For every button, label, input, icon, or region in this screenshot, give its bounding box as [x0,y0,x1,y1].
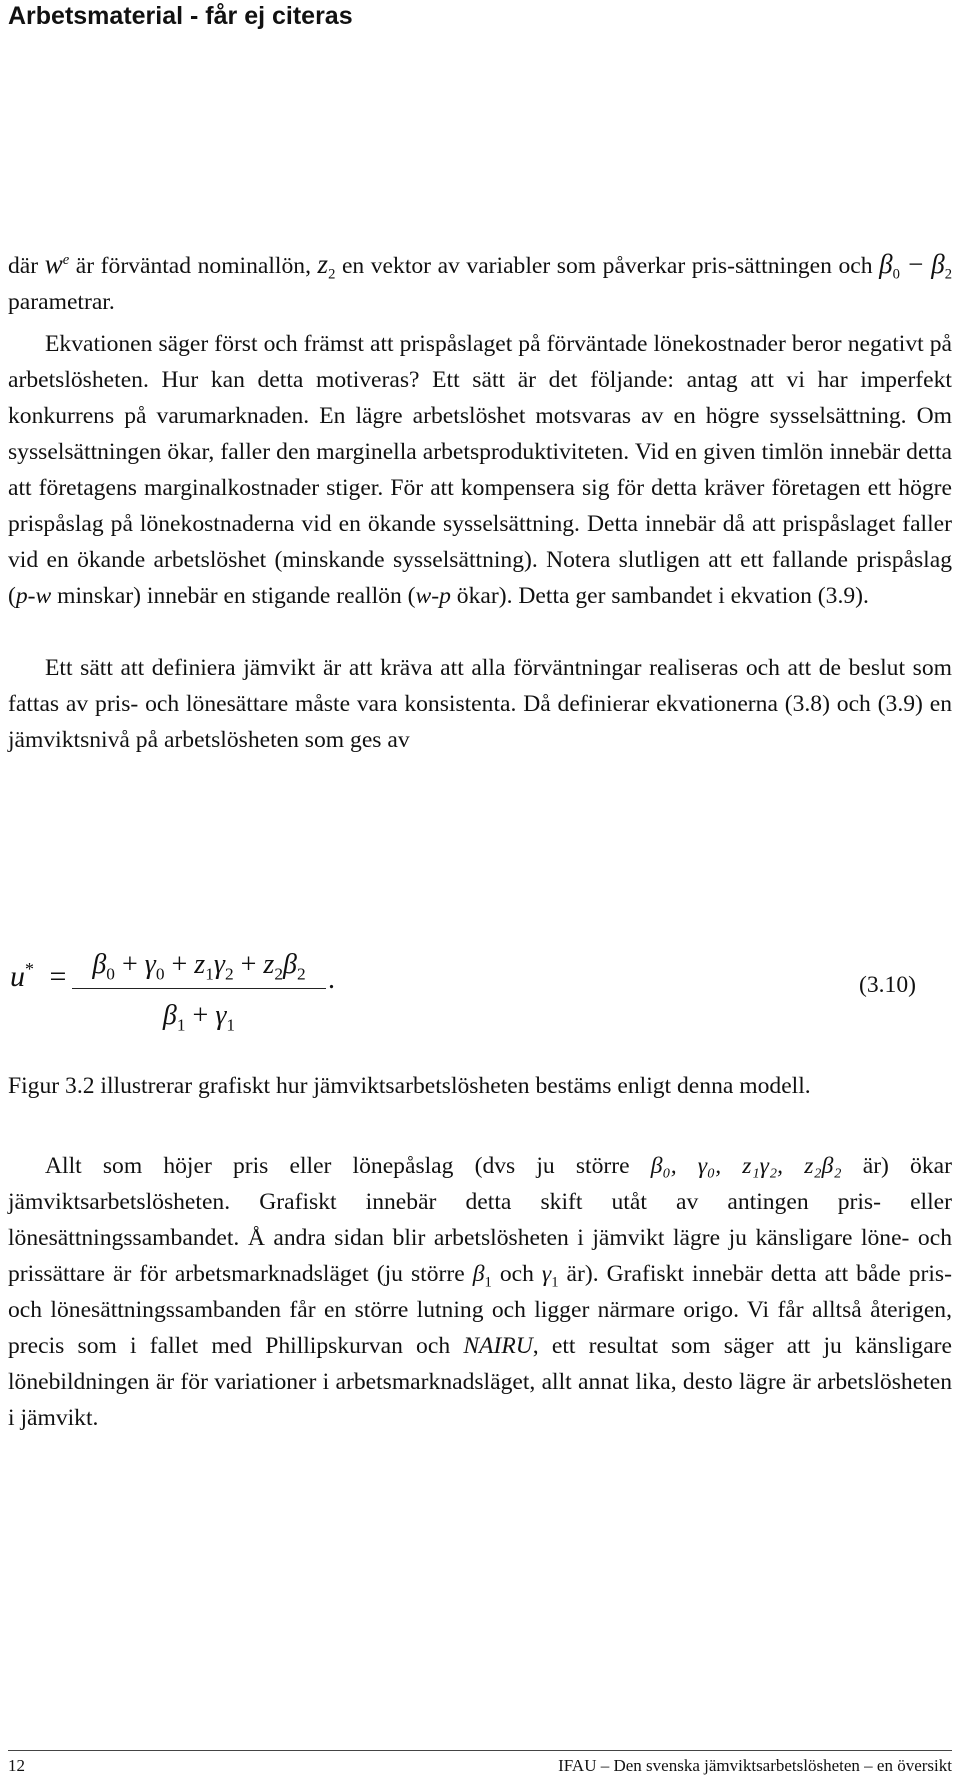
footer-divider [8,1750,952,1751]
explanation-text: Ekvationen säger först och främst att prispåslaget på förväntade lönekostnader beror negativt på arbetslösheten. Hur kan detta motiveras? Ett sätt är det följande: antag att vi har imperfekt konkurrens på varumarknaden. En lägre arbetslöshet motsvaras av en högre sysselsättning. Om sysselsättningen ökar, faller den marginella arbetsproduktiviteten. Vid en given timlön innebär detta att företagens marginalkostnader stiger. För att kompensera sig för detta kräver företagen ett högre prispåslag på lönekostnaderna vid en ökande sysselsättning. Detta innebär då att prispåslaget faller vid en ökande arbetslöshet (minskande sysselsättning). Notera slutligen att ett fallande prispåslag (p-w minskar) innebär en stigande reallön (w-p ökar). Detta ger sambandet i ekvation (3.9). [8,331,952,609]
paragraph-explanation [8,326,952,614]
equation-denominator: $\beta_1 + \gamma_1$ [162,1000,236,1035]
paragraph-figure-ref [8,1068,952,1104]
footer-publication-title: IFAU – Den svenska jämviktsarbetslösheten – en översikt [558,1756,952,1775]
conclusion-text: Allt som höjer pris eller lönepåslag (dvs ju större β₀, γ₀, z₁γ₂, z₂β₂ är) ökar jämviktsarbetslösheten. Grafiskt innebär detta skift utåt av antingen pris- eller lönesättningssambandet. Å andra sidan blir arbetslösheten i jämvikt lägre ju känsligare löne- och prissättare är för arbetsmarknadsläget (ju större $\beta_1$ och $\gamma_1$ är). Grafiskt innebär detta att både pris- och lönesättningssambanden får en större lutning och ligger närmare origo. Vi får alltså återigen, precis som i fallet med Phillipskurvan och NAIRU, ett resultat som säger att ju känsligare lönebildningen är för variationer i arbetsmarknadsläget, allt annat lika, desto lägre är arbetslösheten i jämvikt. [8,1153,952,1431]
paragraph-conclusion [8,1148,952,1436]
equation-number: (3.10) [858,972,916,998]
fraction-bar [72,988,326,989]
equation-period: . [328,964,335,995]
equation-3-10 [0,944,960,1044]
figure-ref-text: Figur 3.2 illustrerar grafiskt hur jämviktsarbetslösheten bestäms enligt denna modell. [8,1073,811,1099]
equation-numerator: $\beta_0 + \gamma_0 + z_1\gamma_2 + z_2\beta_2$ [92,949,306,984]
equilibrium-text: Ett sätt att definiera jämvikt är att kräva att alla förväntningar realiseras och att de beslut som fattas av pris- och lönesättare måste vara konsistenta. Då definierar ekvationerna (3.8) och (3.9) en jämviktsnivå på arbetslösheten som ges av [8,655,952,753]
page-header-title: Arbetsmaterial - får ej citeras [8,2,353,30]
paragraph-equilibrium [8,650,952,758]
paragraph-definitions [8,246,952,320]
equation-fraction [72,944,326,1037]
page-number: 12 [8,1756,25,1775]
equation-lhs: u* = [10,959,67,993]
definitions-text: där $w^e$ är förväntad nominallön, $z_2$ en vektor av variabler som påverkar pris-sättningen och $\beta_0 - \beta_2$ parametrar. [8,249,953,315]
